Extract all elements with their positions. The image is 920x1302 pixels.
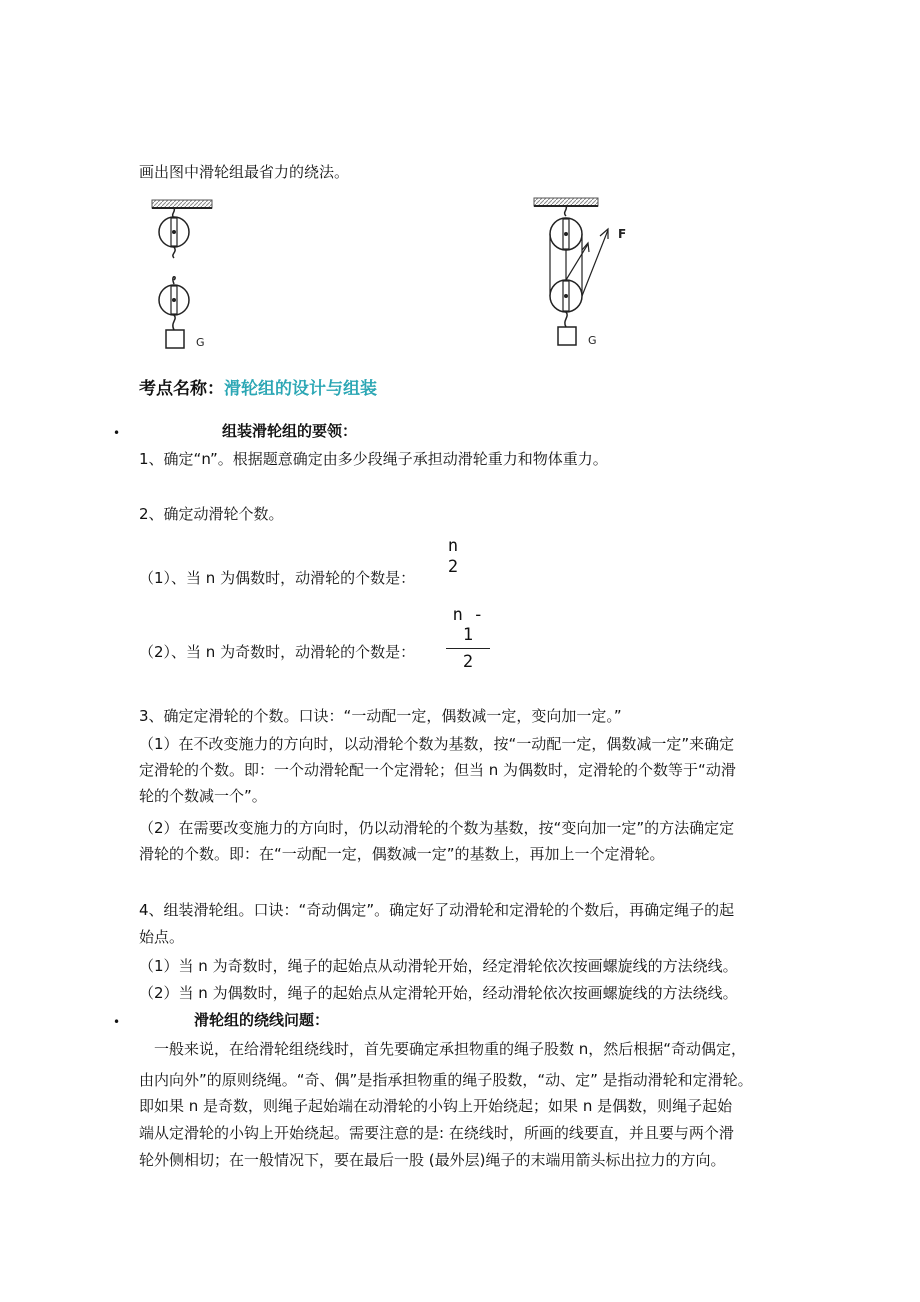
step3-p1-line1: （1）在不改变施力的方向时，以动滑轮个数为基数，按“一动配一定，偶数减一定”来确定 <box>139 735 735 753</box>
step2-text: 2、确定动滑轮个数。 <box>139 505 284 523</box>
case-even-text: （1）、当 n 为偶数时，动滑轮的个数是： <box>139 569 416 587</box>
weight-block <box>558 327 576 345</box>
fraction-even <box>440 536 466 577</box>
pulley-figure-right <box>528 196 638 356</box>
section2-line4: 端从定滑轮的小钩上开始绕起。需要注意的是: 在绕线时，所画的线要直，并且要与两个滑 <box>139 1124 734 1142</box>
section2-line1: 一般来说，在给滑轮组绕线时，首先要确定承担物重的绳子股数 n，然后根据“奇动偶定， <box>139 1040 747 1058</box>
step4-even-text: （2）当 n 为偶数时，绳子的起始点从定滑轮开始，经动滑轮依次按画螺旋线的方法绕线。 <box>139 984 738 1002</box>
bullet-icon: • <box>113 1015 121 1029</box>
step4-odd-text: （1）当 n 为奇数时，绳子的起始点从动滑轮开始，经定滑轮依次按画螺旋线的方法绕线。 <box>139 957 738 975</box>
section2-line3: 即如果 n 是奇数，则绳子起始端在动滑轮的小钩上开始绕起；如果 n 是偶数，则绳子起始 <box>139 1097 733 1115</box>
fraction-even-denominator: 2 <box>447 557 459 577</box>
instruction-text: 画出图中滑轮组最省力的绕法。 <box>139 163 350 181</box>
force-label: F <box>618 227 627 241</box>
fraction-odd-denominator: 2 <box>462 652 474 672</box>
step3-p2-line1: （2）在需要改变施力的方向时，仍以动滑轮的个数为基数，按“变向加一定”的方法确定定 <box>139 819 735 837</box>
step1-text: 1、确定“n”。根据题意确定由多少段绳子承担动滑轮重力和物体重力。 <box>139 450 608 468</box>
pulley-figure-left <box>138 198 228 356</box>
bullet-icon: • <box>113 426 121 440</box>
step4-line1: 4、组装滑轮组。口诀：“奇动偶定”。确定好了动滑轮和定滑轮的个数后，再确定绳子的起 <box>139 901 735 919</box>
weight-block <box>166 330 184 348</box>
step3-p1-line2: 定滑轮的个数。即：一个动滑轮配一个定滑轮；但当 n 为偶数时，定滑轮的个数等于“动滑 <box>139 761 736 779</box>
case-odd-text: （2）、当 n 为奇数时，动滑轮的个数是： <box>139 643 416 661</box>
weight-label: G <box>588 334 597 347</box>
ceiling-support <box>534 198 598 206</box>
ceiling-support <box>152 200 212 208</box>
section2-line5: 轮外侧相切；在一般情况下，要在最后一股 (最外层)绳子的末端用箭头标出拉力的方向。 <box>139 1151 726 1169</box>
topic-title <box>139 378 377 400</box>
section2-line2: 由内向外”的原则绕绳。“奇、偶”是指承担物重的绳子股数，“动、定” 是指动滑轮和定滑轮。 <box>139 1071 753 1089</box>
step3-text: 3、确定定滑轮的个数。口诀：“一动配一定，偶数减一定，变向加一定。” <box>139 707 622 725</box>
rope-pull-segment <box>582 230 608 296</box>
fraction-odd-numerator: n - 1 <box>452 605 484 645</box>
topic-value: 滑轮组的设计与组装 <box>224 379 377 399</box>
fraction-odd <box>446 605 490 672</box>
weight-label: G <box>196 336 205 349</box>
step3-p2-line2: 滑轮的个数。即：在“一动配一定，偶数减一定”的基数上，再加上一个定滑轮。 <box>139 845 665 863</box>
section2-heading: 滑轮组的绕线问题： <box>194 1011 330 1029</box>
step3-p1-line3: 轮的个数减一个”。 <box>139 787 267 805</box>
fraction-even-numerator: n <box>447 536 459 556</box>
section1-heading: 组装滑轮组的要领： <box>222 422 358 440</box>
topic-label: 考点名称： <box>139 379 224 399</box>
step4-line2: 始点。 <box>139 928 185 946</box>
